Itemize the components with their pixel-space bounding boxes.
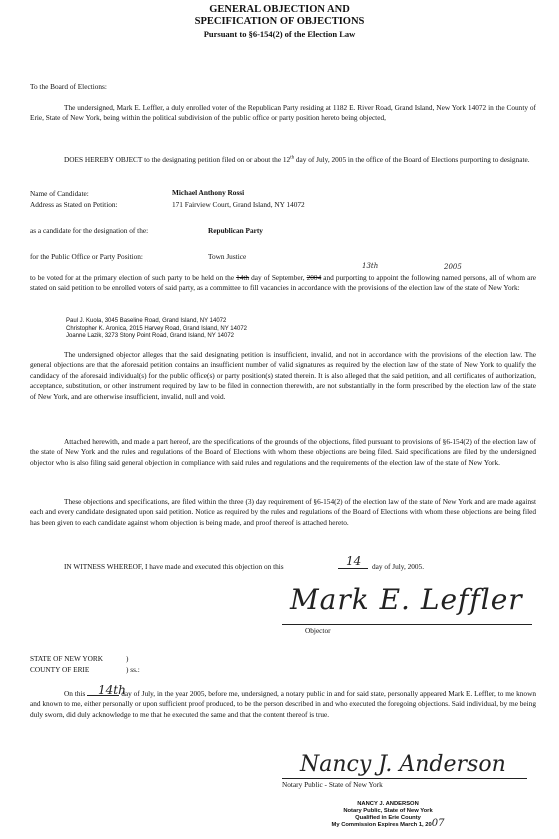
paragraph-hereby-object <box>30 155 536 165</box>
objector-label: Objector <box>305 626 331 635</box>
witness-text-after: day of July, 2005. <box>372 562 425 571</box>
paragraph-notary <box>30 689 536 720</box>
notary-day-line <box>87 695 119 696</box>
object-text-after: day of July, 2005 in the office of the Board of Elections purporting to designate. <box>294 155 530 164</box>
stamp-line-3: Qualified in Erie County <box>355 814 421 821</box>
venue-state-suffix: ) <box>126 654 129 663</box>
notary-day: 14th <box>98 683 126 697</box>
stamp-line-2: Notary Public, State of New York <box>343 807 433 814</box>
object-text-before: DOES HEREBY OBJECT to the designating petition filed on or about the 12 <box>64 155 291 164</box>
paragraph-allegations: The undersigned objector alleges that the said designating petition is insufficient, invalid, and not in accordance with the provisions of the election law. The general objections are that the aforesaid petition contains an insufficient number of valid signatures as required by the election law of the state of New York to qualify the candidacy of the aforesaid individual(s) for the public office(s) or party position(s) stated therein. It is also alleged that the said petition, and all certificates of authorization, acceptance, substitution, or other instrument required by law to be filed in connection therewith, are not substantially in the form prescribed by the election law of the state of New York, and are otherwise insufficient, invalid, null and void. <box>30 350 536 401</box>
handwritten-year: 2005 <box>444 263 462 271</box>
title-line-1: GENERAL OBJECTION AND <box>209 4 350 15</box>
office-label: for the Public Office or Party Position: <box>30 252 143 261</box>
committee-member: Christopher K. Aronica, 2015 Harvey Road, Grand Island, NY 14072 <box>66 325 247 332</box>
struck-year: 2004 <box>306 273 322 282</box>
paragraph-specifications: Attached herewith, and made a part hereof, are the specifications of the grounds of the objections, filed pursuant to provisions of §6-154(2) of the election law of the state of New York and the rules and regulations of the Board of Elections with whom these objections are being filed. Said specifications are filed by the undersigned objector who is also filing said general objection in compliance with said rules and regulations and the requirements of the election law of the state of New York. <box>30 437 536 467</box>
witness-text-before: IN WITNESS WHEREOF, I have made and executed this objection on this <box>64 562 284 571</box>
venue-county: COUNTY OF ERIE <box>30 665 90 674</box>
notary-text-before: On this <box>64 689 86 698</box>
candidate-name-label: Name of Candidate: <box>30 189 89 198</box>
designation-value: Republican Party <box>208 226 263 235</box>
venue-state: STATE OF NEW YORK <box>30 654 103 663</box>
candidate-address-label: Address as Stated on Petition: <box>30 200 118 209</box>
committee-member: Paul J. Kuola, 3045 Baseline Road, Grand Island, NY 14072 <box>66 318 227 324</box>
notary-text-after: day of July, in the year 2005, before me, undersigned, a notary public in and for said state, personally appeared Mark E. Leffler, to me known and known to me, either personally or upon sufficient proof produced, to be the person described in and who executed the foregoing objections. Said individual, by me being duly sworn, did duly acknowledge to me that he executed the same and that the content thereof is true. <box>30 689 536 719</box>
witness-day-line <box>338 568 368 569</box>
primary-text-2: day of September, <box>251 273 305 282</box>
object-text-sup: th <box>290 155 295 161</box>
salutation: To the Board of Elections: <box>30 82 107 91</box>
witness-day: 14 <box>346 554 362 568</box>
notary-stamp <box>298 801 478 829</box>
objector-signature-line <box>282 624 532 625</box>
candidate-address-value: 171 Fairview Court, Grand Island, NY 14072 <box>172 200 305 209</box>
struck-day: 14th <box>236 273 250 282</box>
notary-signature-line <box>282 778 527 779</box>
designation-label: as a candidate for the designation of the: <box>30 226 149 235</box>
stamp-line-4 <box>298 818 478 830</box>
objector-signature: Mark E. Leffler <box>290 583 523 616</box>
title-line-2: SPECIFICATION OF OBJECTIONS <box>194 16 365 27</box>
primary-text-3: and purporting to appoint the following named persons, all of whom are stated on said petition to be enrolled voters of said party, as a committee to fill vacancies in accordance with the provisions of the election law of the state of New York: <box>30 273 536 293</box>
stamp-expiry-text: My Commission Expires March 1, 20 <box>331 822 432 829</box>
primary-text-1: to be voted for at the primary election of such party to be held on the <box>30 273 235 282</box>
paragraph-primary-election <box>30 273 536 294</box>
stamp-line-1: NANCY J. ANDERSON <box>357 801 419 807</box>
notary-label: Notary Public - State of New York <box>282 780 383 789</box>
office-value: Town Justice <box>208 252 247 261</box>
stamp-hand-year: 07 <box>431 818 445 830</box>
notary-signature: Nancy J. Anderson <box>300 752 506 777</box>
candidate-name-value: Michael Anthony Rossi <box>172 188 245 197</box>
committee-list <box>66 318 247 341</box>
venue-county-suffix: ) ss.: <box>126 665 140 674</box>
title-line-3: Pursuant to §6-154(2) of the Election Law <box>203 29 356 39</box>
handwritten-day: 13th <box>362 262 379 270</box>
committee-member: Joanne Lazik, 3273 Stony Point Road, Grand Island, NY 14072 <box>66 333 235 340</box>
paragraph-timeliness: These objections and specifications, are filed within the three (3) day requirement of §6-154(2) of the election law of the state of New York and are made against each and every candidate designated upon said petition. Notice as required by the rules and regulations of the Board of Elections with whom these objections are being filed has been given to each candidate against whom objection is being made, and proof thereof is attached hereto. <box>30 497 536 527</box>
paragraph-enrolled-voter: The undersigned, Mark E. Leffler, a duly enrolled voter of the Republican Party residing at 1182 E. River Road, Grand Island, New York 14072 in the County of Erie, State of New York, being within the political subdivision of the public office or party position hereto being objected, <box>30 103 536 123</box>
